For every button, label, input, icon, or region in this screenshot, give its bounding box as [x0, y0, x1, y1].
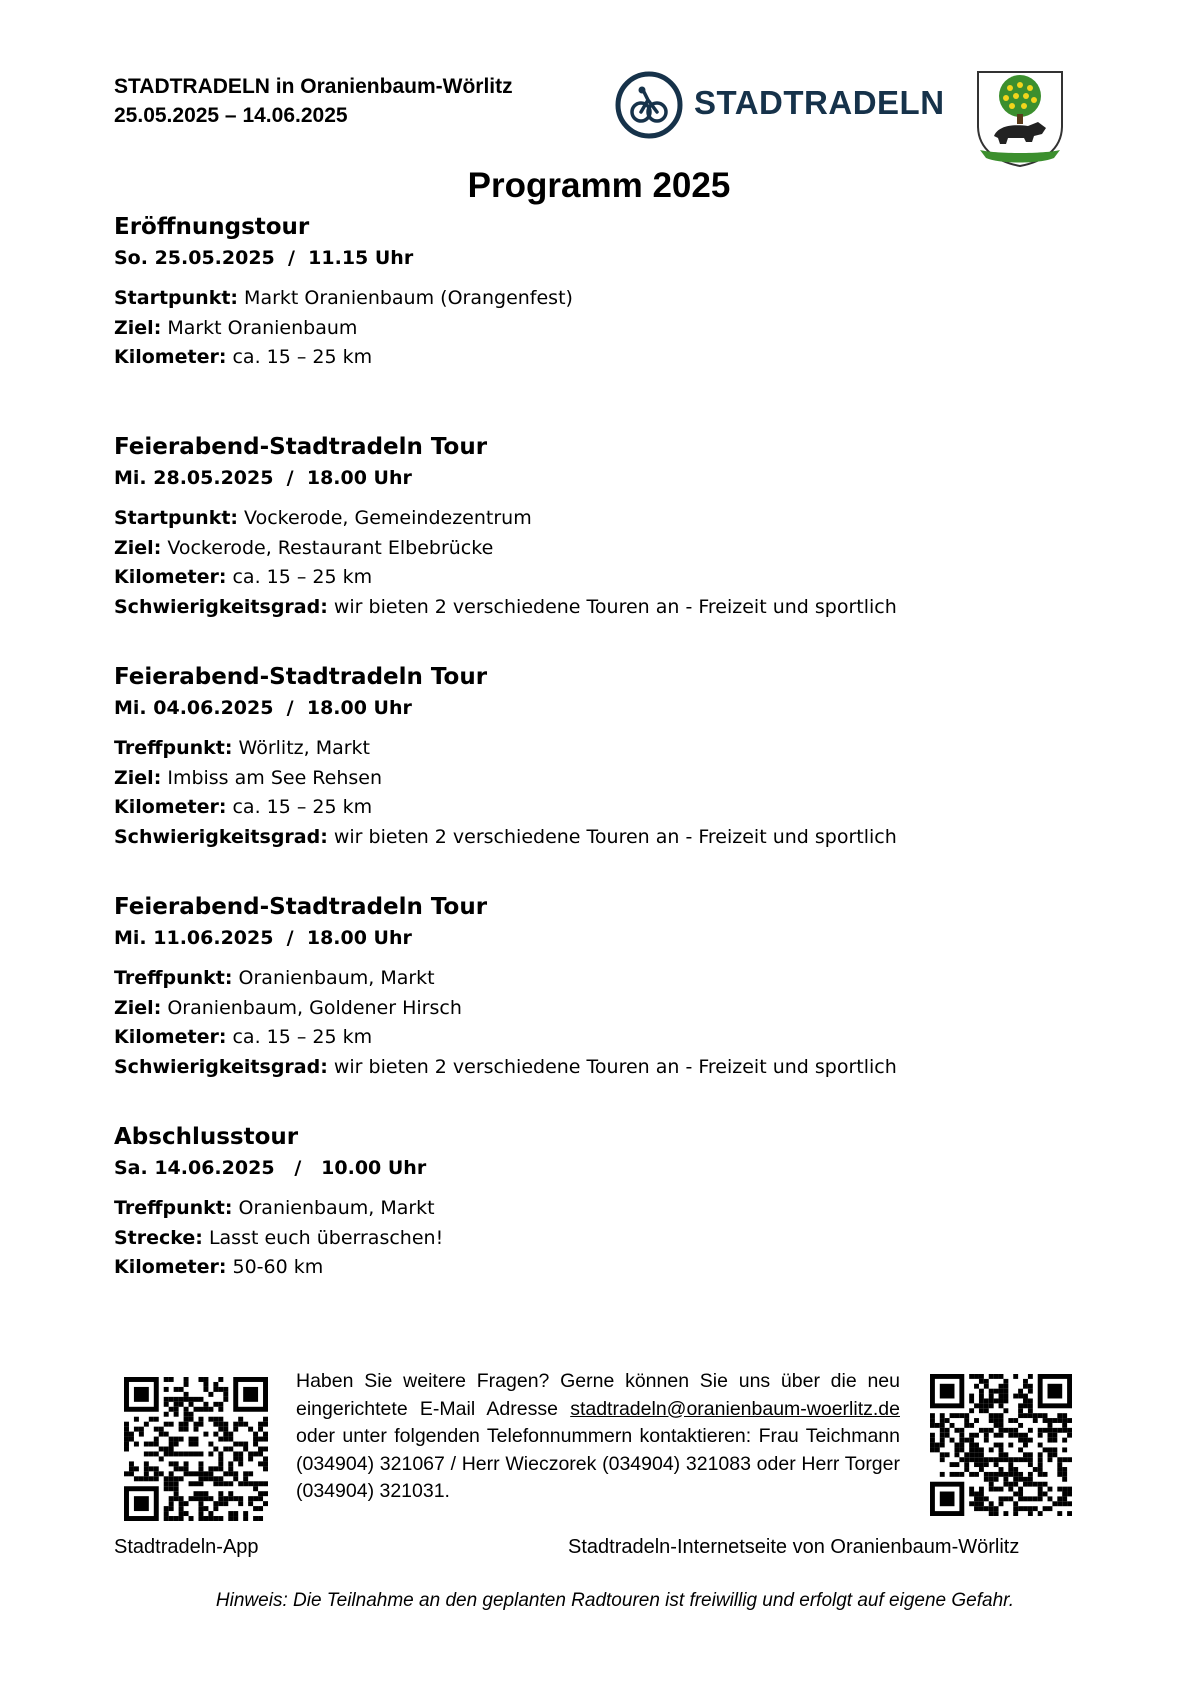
tour-detail-row: Kilometer: ca. 15 – 25 km — [114, 1026, 373, 1048]
tour-detail-row: Schwierigkeitsgrad: wir bieten 2 verschiedene Touren an - Freizeit und sportlich — [114, 1055, 897, 1078]
stadtradeln-website-qr-code-icon[interactable] — [930, 1374, 1072, 1516]
tour-date: So. 25.05.2025 / 11.15 Uhr — [114, 247, 414, 269]
tour-detail-row: Kilometer: ca. 15 – 25 km — [114, 796, 373, 818]
stadtradeln-app-qr-code-icon[interactable] — [124, 1377, 268, 1521]
tour-date: Mi. 11.06.2025 / 18.00 Uhr — [114, 927, 412, 949]
tour-section-opening — [114, 212, 573, 373]
contact-info: Haben Sie weitere Fragen? Gerne können Sie uns über die neu eingerichtete E-Mail Adresse stadtradeln@oranienbaum-woerlitz.de oder unter folgenden Telefonnummern kontaktieren: Frau Teichmann (034904) 321067 / Herr Wieczorek (034904) 321083 oder Herr Torger (034904) 321031. — [296, 1370, 900, 1502]
tour-detail-row: Startpunkt: Vockerode, Gemeindezentrum — [114, 507, 532, 529]
qr-caption-app: Stadtradeln-App — [114, 1536, 259, 1558]
tour-date: Mi. 28.05.2025 / 18.00 Uhr — [114, 467, 412, 489]
tour-detail-row: Startpunkt: Markt Oranienbaum (Orangenfest) — [114, 287, 573, 309]
municipal-coat-of-arms-icon — [976, 70, 1064, 168]
tour-section-evening-1 — [114, 432, 897, 622]
event-date-range: 25.05.2025 – 14.06.2025 — [114, 104, 348, 127]
tour-detail-row: Kilometer: ca. 15 – 25 km — [114, 566, 373, 588]
tour-detail-row: Ziel: Vockerode, Restaurant Elbebrücke — [114, 536, 494, 559]
disclaimer-note: Hinweis: Die Teilnahme an den geplanten Radtouren ist freiwillig und erfolgt auf eigene Gefahr. — [215, 1590, 1015, 1611]
tour-title: Eröffnungstour — [114, 214, 310, 240]
tour-detail-row: Ziel: Oranienbaum, Goldener Hirsch — [114, 996, 462, 1019]
tour-detail-row: Treffpunkt: Oranienbaum, Markt — [114, 967, 435, 989]
tour-detail-row: Kilometer: 50-60 km — [114, 1256, 324, 1278]
tour-detail-row: Ziel: Imbiss am See Rehsen — [114, 766, 383, 789]
stadtradeln-wordmark: STADTRADELN — [694, 84, 945, 121]
event-header — [114, 72, 513, 130]
tour-detail-row: Kilometer: ca. 15 – 25 km — [114, 346, 373, 368]
tour-section-closing — [114, 1122, 443, 1283]
tour-detail-row: Schwierigkeitsgrad: wir bieten 2 verschiedene Touren an - Freizeit und sportlich — [114, 825, 897, 848]
event-title: STADTRADELN in Oranienbaum-Wörlitz — [114, 75, 513, 98]
tour-section-evening-2 — [114, 662, 897, 852]
tour-title: Abschlusstour — [114, 1124, 299, 1150]
program-title: Programm 2025 — [467, 166, 731, 205]
tour-section-evening-3 — [114, 892, 897, 1082]
tour-detail-row: Treffpunkt: Wörlitz, Markt — [114, 737, 371, 759]
stadtradeln-cyclist-logo-icon — [614, 70, 684, 140]
tour-title: Feierabend-Stadtradeln Tour — [114, 664, 488, 690]
tour-detail-row: Strecke: Lasst euch überraschen! — [114, 1226, 444, 1249]
qr-caption-website: Stadtradeln-Internetseite von Oranienbaum-Wörlitz — [568, 1536, 1020, 1558]
contact-email-link[interactable]: stadtradeln@oranienbaum-woerlitz.de — [570, 1397, 900, 1420]
tour-date: Sa. 14.06.2025 / 10.00 Uhr — [114, 1157, 427, 1179]
tour-detail-row: Ziel: Markt Oranienbaum — [114, 316, 358, 339]
tour-title: Feierabend-Stadtradeln Tour — [114, 894, 488, 920]
tour-detail-row: Schwierigkeitsgrad: wir bieten 2 verschiedene Touren an - Freizeit und sportlich — [114, 595, 897, 618]
tour-date: Mi. 04.06.2025 / 18.00 Uhr — [114, 697, 412, 719]
tour-title: Feierabend-Stadtradeln Tour — [114, 434, 488, 460]
tour-detail-row: Treffpunkt: Oranienbaum, Markt — [114, 1197, 435, 1219]
